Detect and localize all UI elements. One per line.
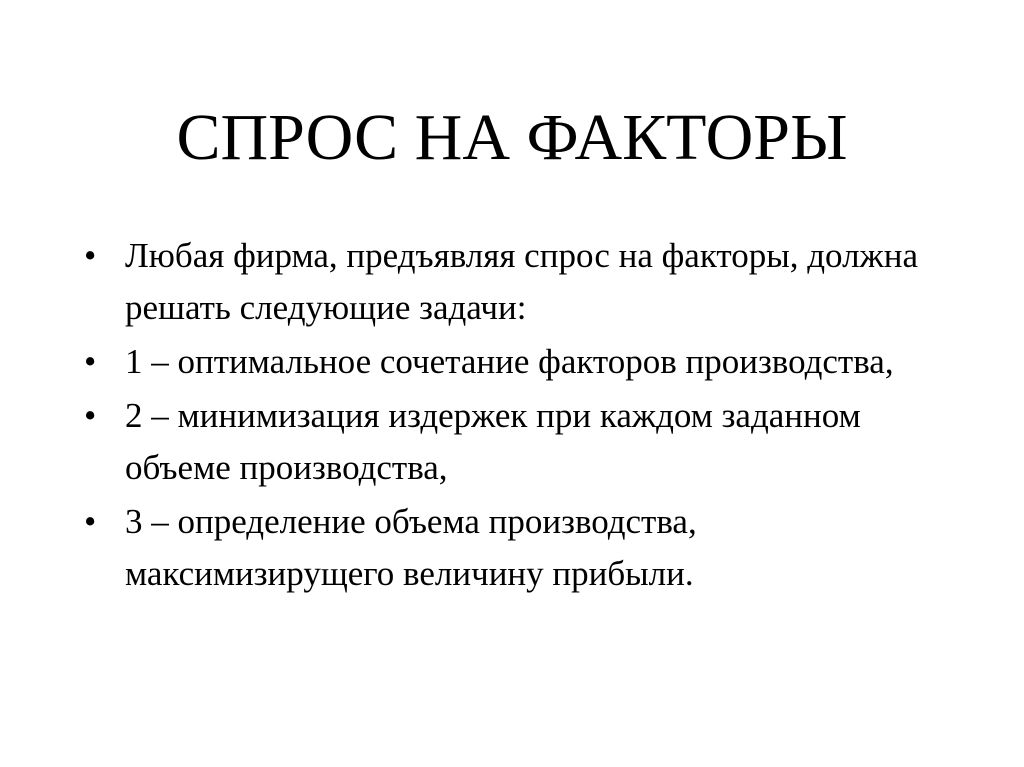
bullet-icon: • [84, 236, 97, 275]
bullet-text: 2 – минимизация издержек при каждом заданном объеме производства, [125, 396, 861, 487]
list-item [84, 336, 944, 388]
slide-title: СПРОС НА ФАКТОРЫ [176, 101, 848, 174]
bullet-text: 3 – определение объема производства, максимизирущего величину прибыли. [125, 502, 697, 593]
bullet-text: Любая фирма, предъявляя спрос на факторы, должна решать следующие задачи: [125, 236, 918, 327]
bullet-icon: • [84, 342, 97, 381]
bullet-icon: • [84, 502, 97, 541]
bullet-list [84, 230, 944, 602]
bullet-text: 1 – оптимальное сочетание факторов производства, [125, 342, 894, 381]
bullet-icon: • [84, 396, 97, 435]
list-item [84, 230, 944, 334]
list-item [84, 496, 944, 600]
list-item [84, 390, 944, 494]
